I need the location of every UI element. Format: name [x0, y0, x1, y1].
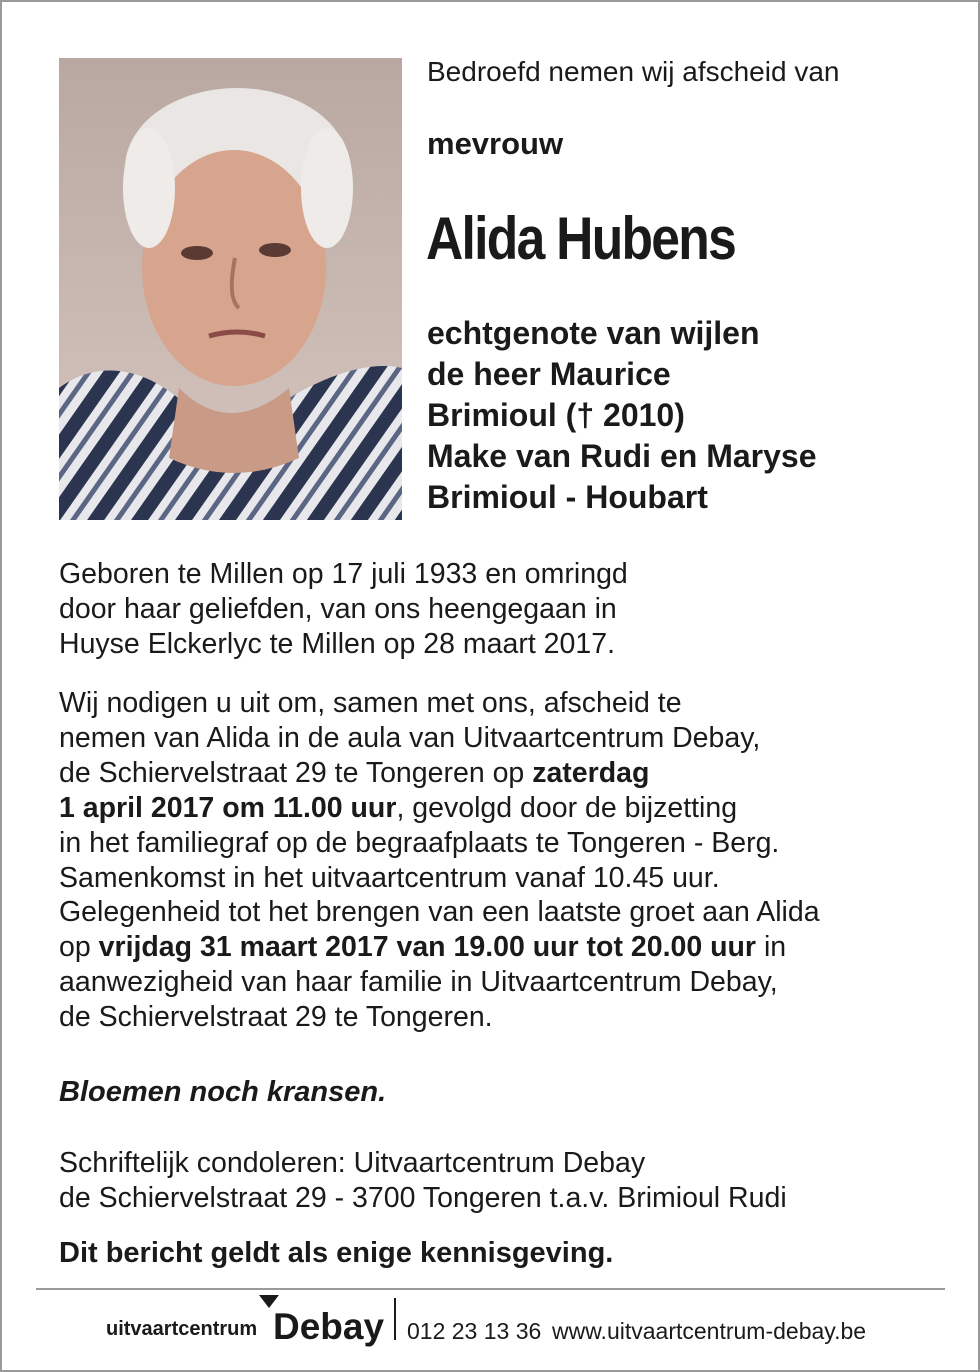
deceased-name: Alida Hubens [426, 205, 736, 272]
relations-block [427, 313, 816, 518]
footer-logo: Debay [273, 1306, 385, 1347]
paragraph-line: de Schiervelstraat 29 te Tongeren. [59, 1001, 493, 1034]
paragraph-line [59, 791, 820, 826]
relation-line: Brimioul - Houbart [427, 479, 708, 515]
footer-separator [394, 1298, 396, 1340]
relation-line: Brimioul († 2010) [427, 397, 685, 433]
paragraph-line: Geboren te Millen op 17 juli 1933 en omringd [59, 558, 628, 590]
relation-line: Make van Rudi en Maryse [427, 438, 817, 474]
footer-website: www.uitvaartcentrum-debay.be [552, 1318, 867, 1344]
footer-phone: 012 23 13 36 [407, 1318, 542, 1344]
flowers-note: Bloemen noch kransen. [59, 1076, 387, 1108]
footer-divider [36, 1288, 945, 1290]
paragraph-line: aanwezigheid van haar familie in Uitvaartcentrum Debay, [59, 966, 778, 999]
line-text: in [756, 931, 787, 964]
paragraph-line: in het familiegraf op de begraafplaats te Tongeren - Berg. [59, 826, 780, 859]
paragraph-line [59, 756, 820, 791]
portrait-photo [59, 58, 402, 520]
honorific: mevrouw [427, 126, 564, 161]
intro-text: Bedroefd nemen wij afscheid van [427, 56, 840, 87]
visitation-date-time: vrijdag 31 maart 2017 van 19.00 uur tot 20.00 uur [98, 931, 757, 964]
relation-line: de heer Maurice [427, 356, 671, 392]
condolence-paragraph [59, 1146, 787, 1216]
ceremony-day: zaterdag [532, 756, 650, 789]
footer-brand: uitvaartcentrum [106, 1318, 258, 1340]
line-text: op [59, 931, 99, 964]
paragraph-line: door haar geliefden, van ons heengegaan in [59, 592, 617, 625]
paragraph-line: de Schiervelstraat 29 - 3700 Tongeren t.a.v. Brimioul Rudi [59, 1181, 787, 1214]
line-text: , gevolgd door de bijzetting [396, 791, 738, 824]
paragraph-line: Wij nodigen u uit om, samen met ons, afscheid te [59, 687, 682, 719]
paragraph-line: Samenkomst in het uitvaartcentrum vanaf 10.45 uur. [59, 861, 720, 894]
paragraph-line: Schriftelijk condoleren: Uitvaartcentrum Debay [59, 1147, 646, 1179]
line-text: de Schiervelstraat 29 te Tongeren op [59, 756, 533, 789]
birth-death-paragraph [59, 557, 628, 662]
ceremony-date-time: 1 april 2017 om 11.00 uur [59, 791, 397, 824]
paragraph-line [59, 930, 820, 965]
paragraph-line: nemen van Alida in de aula van Uitvaartcentrum Debay, [59, 721, 761, 754]
invitation-paragraph [59, 686, 820, 1035]
paragraph-line: Huyse Elckerlyc te Millen op 28 maart 2017. [59, 627, 616, 660]
portrait-illustration [59, 58, 402, 520]
paragraph-line: Gelegenheid tot het brengen van een laatste groet aan Alida [59, 896, 820, 929]
notice-statement: Dit bericht geldt als enige kennisgeving. [59, 1237, 614, 1269]
relation-line: echtgenote van wijlen [427, 315, 760, 351]
